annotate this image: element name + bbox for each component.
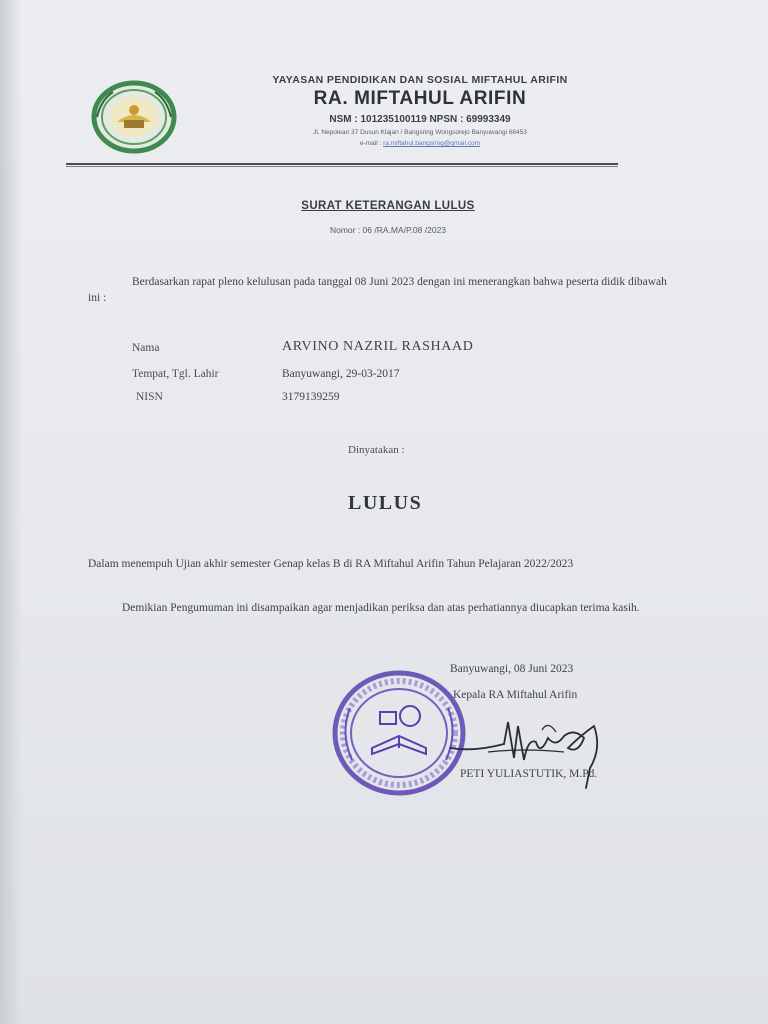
document-number: Nomor : 06 /RA.MA/P.08 /2023 bbox=[329, 225, 447, 235]
document-title: SURAT KETERANGAN LULUS bbox=[301, 200, 475, 212]
closing-text: Demikian Pengumuman ini disampaikan agar menjadikan periksa dan atas perhatiannya diucapkan terima kasih. bbox=[122, 602, 640, 614]
name-value: ARVINO NAZRIL RASHAAD bbox=[282, 339, 474, 354]
signer-position: Kepala RA Miftahul Arifin bbox=[453, 689, 578, 701]
name-label: Nama bbox=[132, 342, 160, 354]
exam-paragraph: Dalam menempuh Ujian akhir semester Genap kelas B di RA Miftahul Arifin Tahun Pelajaran 2022/2023 bbox=[88, 558, 574, 570]
nisn-label: NISN bbox=[136, 391, 163, 403]
school-logo-icon bbox=[91, 80, 177, 154]
intro-text: Berdasarkan rapat pleno kelulusan pada tanggal 08 Juni 2023 dengan ini menerangkan bahwa peserta didik dibawah ini : bbox=[88, 276, 667, 304]
school-name: RA. MIFTAHUL ARIFIN bbox=[313, 88, 527, 109]
place-date: Banyuwangi, 08 Juni 2023 bbox=[450, 663, 574, 675]
signer-name: PETI YULIASTUTIK, M.Pd. bbox=[460, 768, 598, 780]
intro-paragraph bbox=[88, 274, 678, 306]
email-link[interactable]: ra.miftahul.bangsring@gmail.com bbox=[383, 140, 481, 147]
school-email-line bbox=[230, 140, 610, 147]
school-address: Jl. Nepolean 37 Dusun Klajan / Bangsring Wongsorejo Banyuwangi 68453 bbox=[313, 129, 527, 136]
declared-label: Dinyatakan : bbox=[348, 444, 405, 456]
birth-label: Tempat, Tgl. Lahir bbox=[132, 368, 219, 380]
letterhead bbox=[230, 74, 610, 147]
foundation-name: YAYASAN PENDIDIKAN DAN SOSIAL MIFTAHUL ARIFIN bbox=[272, 74, 568, 86]
birth-value: Banyuwangi, 29-03-2017 bbox=[282, 368, 400, 380]
page-shadow bbox=[0, 0, 22, 1024]
header-rule bbox=[66, 163, 618, 165]
email-prefix: e-mail : bbox=[359, 140, 384, 147]
closing-paragraph bbox=[88, 600, 688, 616]
header-rule-thin bbox=[66, 166, 618, 167]
result-lulus: LULUS bbox=[348, 492, 423, 514]
nsm-npsn: NSM : 101235100119 NPSN : 69993349 bbox=[329, 114, 511, 125]
nisn-value: 3179139259 bbox=[282, 391, 340, 403]
